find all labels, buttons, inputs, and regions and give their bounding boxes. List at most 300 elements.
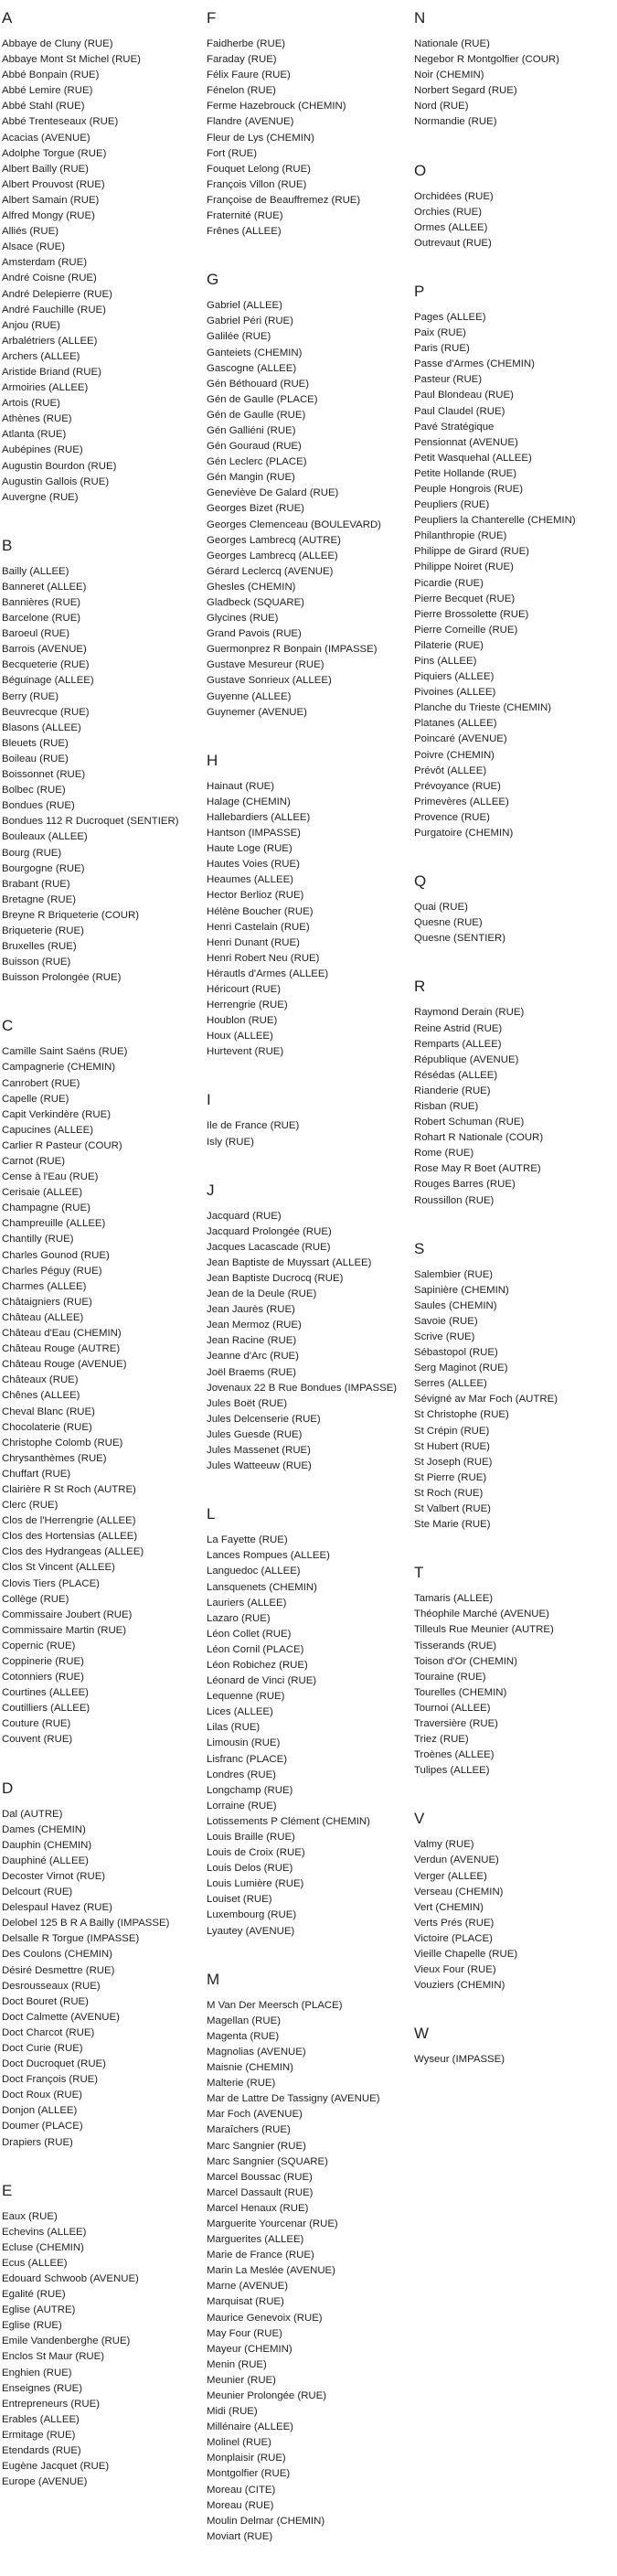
street-item: Doct Ducroquet (RUE) (2, 2058, 106, 2070)
street-item: Nord (RUE) (414, 101, 469, 112)
section-v (414, 1810, 615, 1993)
street-item: Gladbeck (SQUARE) (207, 597, 304, 608)
street-item: Léon Robichez (RUE) (207, 1659, 308, 1671)
street-item: Alfred Mongy (RUE) (2, 210, 95, 222)
street-item: Paul Blondeau (RUE) (414, 390, 514, 401)
street-item: Platanes (ALLEE) (414, 718, 497, 730)
street-item: Faraday (RUE) (207, 54, 277, 66)
street-item: Tisserands (RUE) (414, 1640, 497, 1651)
street-item: Eglise (RUE) (2, 2320, 62, 2332)
street-item: Mar de Lattre De Tassigny (AVENUE) (207, 2093, 380, 2105)
street-item: Pierre Brossolette (RUE) (414, 608, 529, 620)
street-item: Petite Hollande (RUE) (414, 467, 517, 479)
street-item: Rouges Barres (RUE) (414, 1179, 516, 1191)
street-item: Boileau (RUE) (2, 753, 69, 764)
section-letter: G (207, 271, 219, 289)
section-letter: N (414, 9, 426, 27)
street-item: François Villon (RUE) (207, 178, 307, 190)
street-item: Pierre Becquet (RUE) (414, 593, 516, 604)
street-item: Dal (AUTRE) (2, 1808, 63, 1820)
street-item: Europe (AVENUE) (2, 2476, 88, 2488)
street-item: Champagne (RUE) (2, 1202, 90, 1214)
section-letter: S (414, 1239, 425, 1257)
street-item: Fénelon (RUE) (207, 85, 276, 97)
street-item: Montgolfier (RUE) (207, 2468, 291, 2480)
street-item: Archers (ALLEE) (2, 350, 80, 362)
street-item: Marc Sangnier (SQUARE) (207, 2155, 328, 2167)
street-item: Chênes (ALLEE) (2, 1390, 80, 1402)
street-item: Hector Berlioz (RUE) (207, 890, 304, 902)
street-item: Capucines (ALLEE) (2, 1124, 94, 1136)
street-item: Eaux (RUE) (2, 2210, 58, 2222)
street-item: Triez (RUE) (414, 1734, 469, 1746)
section-f (207, 9, 414, 240)
street-item: Marquisat (RUE) (207, 2296, 284, 2308)
street-item: Albert Bailly (RUE) (2, 163, 89, 175)
street-item: Marne (AVENUE) (207, 2281, 289, 2293)
street-item: Quesne (RUE) (414, 917, 483, 929)
street-item: Cheval Blanc (RUE) (2, 1406, 95, 1417)
street-item: Boissonnet (RUE) (2, 769, 86, 781)
street-item: Chrysanthèmes (RUE) (2, 1452, 107, 1464)
street-list (207, 1998, 414, 2545)
street-item: Midi (RUE) (207, 2406, 258, 2418)
street-item: Ermitage (RUE) (2, 2429, 76, 2441)
street-item: Prévoyance (RUE) (414, 780, 501, 792)
street-item: St Joseph (RUE) (414, 1456, 493, 1468)
street-item: Provence (RUE) (414, 811, 490, 823)
street-item: Verdun (AVENUE) (414, 1855, 499, 1866)
street-item: Tulipes (ALLEE) (414, 1765, 490, 1777)
street-item: Magellan (RUE) (207, 2015, 282, 2026)
street-item: Georges Lambrecq (ALLEE) (207, 550, 338, 561)
street-item: Flandre (AVENUE) (207, 116, 294, 128)
street-item: Delcourt (RUE) (2, 1887, 73, 1898)
street-item: Blasons (ALLEE) (2, 721, 81, 733)
street-item: Cense à l'Eau (RUE) (2, 1171, 99, 1183)
section-letter: B (2, 536, 13, 554)
street-item: Verger (ALLEE) (414, 1870, 487, 1882)
street-item: Delespaul Havez (RUE) (2, 1902, 112, 1914)
street-item: Rose May R Boet (AUTRE) (414, 1163, 541, 1175)
street-item: Ecluse (CHEMIN) (2, 2241, 84, 2253)
street-item: Léonard de Vinci (RUE) (207, 1675, 317, 1687)
street-item: Noir (CHEMIN) (414, 69, 484, 81)
street-item: Louis Delos (RUE) (207, 1863, 293, 1875)
street-item: Grand Pavois (RUE) (207, 628, 302, 640)
street-item: Moreau (RUE) (207, 2499, 274, 2511)
street-item: Acacias (AVENUE) (2, 132, 90, 144)
street-item: Reine Astrid (RUE) (414, 1022, 503, 1034)
street-item: Enghien (RUE) (2, 2367, 72, 2378)
street-item: Léon Collet (RUE) (207, 1628, 292, 1640)
street-item: Ste Marie (RUE) (414, 1519, 491, 1531)
street-item: Jean de la Deule (RUE) (207, 1288, 317, 1300)
street-item: St Pierre (RUE) (414, 1471, 487, 1483)
street-item: Vouziers (CHEMIN) (414, 1980, 505, 1992)
section-s (414, 1240, 615, 1534)
street-item: Fort (RUE) (207, 147, 258, 159)
street-item: Rohart R Nationale (COUR) (414, 1132, 544, 1144)
street-item: Meunier (RUE) (207, 2374, 276, 2386)
street-item: Amsterdam (RUE) (2, 257, 88, 269)
street-list (414, 1837, 615, 1993)
street-item: Halage (CHEMIN) (207, 796, 291, 807)
street-item: Arbalétriers (ALLEE) (2, 335, 98, 347)
street-item: Entrepreneurs (RUE) (2, 2398, 100, 2410)
street-item: Jean Baptiste de Muyssart (ALLEE) (207, 1256, 372, 1268)
street-item: Alsace (RUE) (2, 241, 65, 253)
street-item: Châteaux (RUE) (2, 1374, 79, 1386)
street-item: Piquiers (ALLEE) (414, 671, 495, 683)
street-item: Norbert Segard (RUE) (414, 85, 517, 97)
street-item: Charmes (ALLEE) (2, 1280, 87, 1292)
street-item: Pavé Stratégique (414, 421, 495, 433)
street-item: Poincaré (AVENUE) (414, 733, 507, 745)
street-item: Raymond Derain (RUE) (414, 1007, 525, 1019)
street-list (207, 298, 414, 721)
section-t (414, 1564, 615, 1779)
street-item: Negebor R Montgolfier (COUR) (414, 54, 559, 66)
street-item: Albert Samain (RUE) (2, 194, 100, 206)
street-item: Clos des Hortensias (ALLEE) (2, 1531, 138, 1543)
street-item: Charles Péguy (RUE) (2, 1265, 102, 1277)
street-item: Athènes (RUE) (2, 413, 72, 425)
street-item: Pasteur (RUE) (414, 374, 483, 386)
street-item: Louis Braille (RUE) (207, 1832, 295, 1843)
street-item: Molinel (RUE) (207, 2437, 271, 2449)
street-item: Picardie (RUE) (414, 577, 484, 589)
column-2 (207, 9, 414, 2576)
section-l (207, 1505, 414, 1939)
street-item: Galilée (RUE) (207, 331, 271, 343)
section-letter: H (207, 751, 218, 769)
section-letter: J (207, 1181, 215, 1199)
street-item: Abbé Stahl (RUE) (2, 101, 85, 112)
section-letter: I (207, 1091, 211, 1109)
street-item: St Crépin (RUE) (414, 1425, 490, 1437)
street-item: Barcelone (RUE) (2, 613, 81, 625)
street-item: Risban (RUE) (414, 1100, 479, 1112)
street-item: Marcel Henaux (RUE) (207, 2202, 309, 2214)
street-item: Lotissements P Clément (CHEMIN) (207, 1815, 370, 1827)
street-item: Robert Schuman (RUE) (414, 1117, 525, 1128)
street-item: St Valbert (RUE) (414, 1503, 491, 1515)
street-item: Artois (RUE) (2, 398, 60, 410)
street-item: Vieux Four (RUE) (414, 1964, 496, 1976)
street-item: Aubépines (RUE) (2, 444, 83, 456)
street-item: Bretagne (RUE) (2, 893, 77, 905)
street-list (414, 310, 615, 841)
street-list (2, 564, 206, 987)
street-item: Christophe Colomb (RUE) (2, 1437, 123, 1448)
street-item: Remparts (ALLEE) (414, 1038, 502, 1050)
street-item: Bourg (RUE) (2, 847, 62, 859)
street-item: Cotonniers (RUE) (2, 1672, 84, 1683)
street-item: Abbé Trenteseaux (RUE) (2, 116, 119, 128)
street-item: Félix Faure (RUE) (207, 69, 291, 81)
section-letter: W (414, 2025, 430, 2043)
street-item: Lansquenets (CHEMIN) (207, 1581, 317, 1593)
street-item: Jules Watteeuw (RUE) (207, 1460, 312, 1472)
street-item: Lorraine (RUE) (207, 1800, 277, 1812)
street-item: Briqueterie (RUE) (2, 925, 84, 936)
street-item: Berry (RUE) (2, 690, 59, 702)
street-item: Capit Verkindère (RUE) (2, 1108, 112, 1120)
street-item: Camille Saint Saëns (RUE) (2, 1046, 128, 1058)
street-item: Clos des Hydrangeas (ALLEE) (2, 1546, 144, 1558)
street-list (2, 2209, 206, 2491)
section-o (414, 162, 615, 251)
street-item: Geneviève De Galard (RUE) (207, 487, 339, 499)
street-item: Rome (RUE) (414, 1148, 474, 1160)
street-item: Mayeur (CHEMIN) (207, 2343, 293, 2355)
street-item: Monplaisir (RUE) (207, 2453, 286, 2464)
street-item: Outrevaut (RUE) (414, 237, 492, 249)
street-item: Clovis Tiers (PLACE) (2, 1577, 100, 1589)
street-item: Hurtevent (RUE) (207, 1046, 284, 1058)
street-item: Louiset (RUE) (207, 1894, 272, 1906)
street-item: Georges Lambrecq (AUTRE) (207, 534, 341, 546)
street-item: Ormes (ALLEE) (414, 221, 488, 233)
street-list (207, 1209, 414, 1475)
street-item: Poivre (CHEMIN) (414, 749, 495, 761)
street-item: Albert Prouvost (RUE) (2, 178, 105, 190)
section-letter: O (414, 161, 427, 179)
street-item: Doct Bouret (RUE) (2, 1995, 89, 2007)
street-item: Théophile Marché (AVENUE) (414, 1609, 549, 1620)
section-letter: R (414, 978, 426, 996)
street-item: St Christophe (RUE) (414, 1409, 509, 1421)
street-item: Scrive (RUE) (414, 1331, 475, 1342)
street-item: Malterie (RUE) (207, 2078, 276, 2090)
street-item: St Hubert (RUE) (414, 1440, 490, 1452)
street-list (207, 1533, 414, 1939)
street-item: Louis Lumière (RUE) (207, 1878, 304, 1890)
street-item: Jacquard Prolongée (RUE) (207, 1225, 332, 1237)
street-item: Echevins (ALLEE) (2, 2226, 87, 2238)
street-item: Béguinage (ALLEE) (2, 675, 94, 687)
street-item: Abbaye de Cluny (RUE) (2, 38, 113, 49)
street-list (414, 1005, 615, 1208)
street-item: Chantilly (RUE) (2, 1234, 74, 1245)
street-item: Armoiries (ALLEE) (2, 382, 89, 394)
street-item: Hélène Boucher (RUE) (207, 905, 314, 917)
street-item: Lisfranc (PLACE) (207, 1753, 287, 1765)
street-item: Tourelles (CHEMIN) (414, 1686, 507, 1698)
street-item: Traversière (RUE) (414, 1717, 498, 1729)
street-list (414, 900, 615, 946)
street-item: Jean Jaurès (RUE) (207, 1304, 295, 1316)
street-item: Jean Racine (RUE) (207, 1335, 297, 1347)
column-3 (414, 9, 615, 2099)
street-item: Moreau (CITE) (207, 2484, 276, 2496)
street-item: Augustin Bourdon (RUE) (2, 460, 117, 472)
street-item: Carnot (RUE) (2, 1156, 65, 1167)
street-item: Longchamp (RUE) (207, 1784, 293, 1796)
street-list (207, 1118, 414, 1149)
street-item: Banneret (ALLEE) (2, 581, 87, 593)
street-item: Houblon (RUE) (207, 1015, 278, 1027)
street-item: Françoise de Beauffremez (RUE) (207, 194, 361, 206)
street-item: Desrousseaux (RUE) (2, 1980, 101, 1992)
street-item: Roussillon (RUE) (414, 1194, 495, 1206)
street-item: Gén Mangin (RUE) (207, 472, 295, 484)
street-item: Philippe Noiret (RUE) (414, 561, 514, 573)
street-item: Gén Gouraud (RUE) (207, 441, 302, 453)
street-item: Bondues (RUE) (2, 800, 75, 812)
street-item: Millénaire (ALLEE) (207, 2421, 293, 2433)
street-item: Collège (RUE) (2, 1593, 69, 1605)
street-item: Paix (RUE) (414, 327, 466, 339)
street-item: Gén de Gaulle (PLACE) (207, 393, 318, 405)
street-item: Planche du Trieste (CHEMIN) (414, 702, 552, 714)
street-item: Herrengrie (RUE) (207, 999, 288, 1011)
street-item: Jovenaux 22 B Rue Bondues (IMPASSE) (207, 1382, 398, 1394)
street-item: Clos de l'Herrengrie (ALLEE) (2, 1515, 136, 1527)
street-item: Capelle (RUE) (2, 1093, 69, 1105)
street-item: Gén de Gaulle (RUE) (207, 409, 306, 421)
street-item: Faidherbe (RUE) (207, 38, 286, 49)
street-list (414, 1591, 615, 1779)
section-b (2, 537, 206, 987)
street-item: Henri Dunant (RUE) (207, 936, 300, 948)
section-w (414, 2025, 615, 2068)
street-item: République (AVENUE) (414, 1053, 519, 1065)
section-letter: T (414, 1564, 424, 1582)
street-item: Adolphe Torgue (RUE) (2, 147, 107, 159)
street-item: Emile Vandenberghe (RUE) (2, 2336, 131, 2347)
street-item: Doct Roux (RUE) (2, 2090, 82, 2101)
section-a (2, 9, 206, 506)
street-item: Guynemer (AVENUE) (207, 706, 307, 718)
street-item: Buisson Prolongée (RUE) (2, 972, 122, 984)
section-letter: E (2, 2181, 13, 2199)
street-item: Marc Sangnier (RUE) (207, 2140, 306, 2152)
street-item: Delobel 125 B R A Bailly (IMPASSE) (2, 1918, 170, 1929)
street-item: Toison d'Or (CHEMIN) (414, 1655, 517, 1667)
street-item: Quesne (SENTIER) (414, 933, 506, 945)
street-item: Luxembourg (RUE) (207, 1909, 297, 1921)
street-item: Frênes (ALLEE) (207, 226, 282, 238)
street-item: Champreuille (ALLEE) (2, 1218, 106, 1230)
street-item: Buisson (RUE) (2, 957, 71, 968)
street-item: Carlier R Pasteur (COUR) (2, 1139, 122, 1151)
street-item: Enclos St Maur (RUE) (2, 2351, 105, 2363)
street-item: Marie de France (RUE) (207, 2250, 314, 2261)
street-item: Ile de France (RUE) (207, 1120, 300, 1132)
street-item: Henri Robert Neu (RUE) (207, 952, 320, 964)
street-item: Charles Gounod (RUE) (2, 1249, 110, 1261)
street-item: Prévôt (ALLEE) (414, 764, 487, 776)
street-item: Abbé Bonpain (RUE) (2, 69, 100, 81)
street-item: Fleur de Lys (CHEMIN) (207, 132, 314, 144)
street-item: Barrois (AVENUE) (2, 644, 87, 656)
street-item: Magenta (RUE) (207, 2030, 280, 2042)
street-list (207, 779, 414, 1061)
street-item: Erables (ALLEE) (2, 2413, 80, 2425)
street-item: Breyne R Briqueterie (COUR) (2, 909, 140, 921)
section-n (414, 9, 615, 131)
street-item: Clairière R St Roch (AUTRE) (2, 1483, 136, 1495)
street-item: Jules Delcenserie (RUE) (207, 1413, 321, 1425)
street-item: Sébastopol (RUE) (414, 1347, 498, 1359)
street-item: Marguerites (ALLEE) (207, 2234, 304, 2246)
street-item: Chuffart (RUE) (2, 1468, 71, 1480)
street-item: Petit Wasquehal (ALLEE) (414, 452, 532, 464)
street-item: Château Rouge (AVENUE) (2, 1359, 127, 1371)
street-item: Gén Béthouard (RUE) (207, 378, 310, 390)
street-item: Atlanta (RUE) (2, 429, 67, 441)
street-item: Marin La Meslée (AVENUE) (207, 2265, 335, 2277)
street-item: Dames (CHEMIN) (2, 1823, 86, 1835)
street-item: Abbaye Mont St Michel (RUE) (2, 54, 141, 66)
street-item: Heaumes (ALLEE) (207, 874, 293, 886)
street-item: Coutilliers (ALLEE) (2, 1703, 90, 1715)
street-item: Cerisaie (ALLEE) (2, 1187, 82, 1199)
street-item: André Coisne (RUE) (2, 273, 97, 284)
street-item: Jean Baptiste Ducrocq (RUE) (207, 1273, 344, 1284)
street-item: Drapiers (RUE) (2, 2136, 73, 2148)
street-item: Ghesles (CHEMIN) (207, 581, 296, 593)
section-letter: V (414, 1810, 425, 1828)
street-item: M Van Der Meersch (PLACE) (207, 1999, 343, 2011)
street-item: Château (ALLEE) (2, 1311, 84, 1323)
street-item: Ferme Hazebrouck (CHEMIN) (207, 101, 346, 112)
street-item: Moulin Delmar (CHEMIN) (207, 2515, 325, 2527)
street-item: Passe d'Armes (CHEMIN) (414, 358, 535, 370)
street-item: Jean Mermoz (RUE) (207, 1320, 302, 1331)
street-item: Paris (RUE) (414, 343, 470, 355)
street-item: Marcel Dassault (RUE) (207, 2186, 314, 2198)
street-list (2, 37, 206, 506)
street-item: Pivoines (ALLEE) (414, 687, 496, 699)
street-item: Philanthropie (RUE) (414, 530, 507, 542)
street-item: Gustave Mesureur (RUE) (207, 659, 324, 671)
street-item: Gascogne (ALLEE) (207, 362, 297, 374)
street-item: Copernic (RUE) (2, 1640, 76, 1651)
street-item: Clerc (RUE) (2, 1500, 59, 1512)
street-item: Doct Curie (RUE) (2, 2042, 83, 2054)
street-item: Quai (RUE) (414, 902, 468, 914)
section-d (2, 1780, 206, 2151)
street-item: Ganteiets (CHEMIN) (207, 347, 303, 358)
street-item: Wyseur (IMPASSE) (414, 2054, 505, 2066)
street-item: Magnolias (AVENUE) (207, 2046, 306, 2058)
section-letter: C (2, 1017, 14, 1035)
street-item: Jules Guesde (RUE) (207, 1428, 303, 1440)
street-item: Glycines (RUE) (207, 613, 279, 625)
street-item: Ecus (ALLEE) (2, 2257, 68, 2269)
section-letter: D (2, 1779, 14, 1797)
section-i (207, 1091, 414, 1149)
street-item: Bondues 112 R Ducroquet (SENTIER) (2, 816, 179, 828)
street-item: Tamaris (ALLEE) (414, 1593, 494, 1605)
street-item: Tournoi (ALLEE) (414, 1702, 491, 1714)
section-q (414, 872, 615, 946)
section-letter: L (207, 1505, 216, 1523)
section-letter: Q (414, 872, 427, 891)
street-list (414, 1267, 615, 1534)
street-item: Pages (ALLEE) (414, 311, 486, 323)
street-item: Maurice Genevoix (RUE) (207, 2312, 323, 2324)
street-item: May Four (RUE) (207, 2327, 282, 2339)
street-item: Nationale (RUE) (414, 38, 490, 49)
street-item: Campagnerie (CHEMIN) (2, 1062, 116, 1074)
street-item: Désiré Desmettre (RUE) (2, 1964, 115, 1976)
street-item: Bouleaux (ALLEE) (2, 831, 88, 843)
street-item: Philippe de Girard (RUE) (414, 546, 529, 558)
